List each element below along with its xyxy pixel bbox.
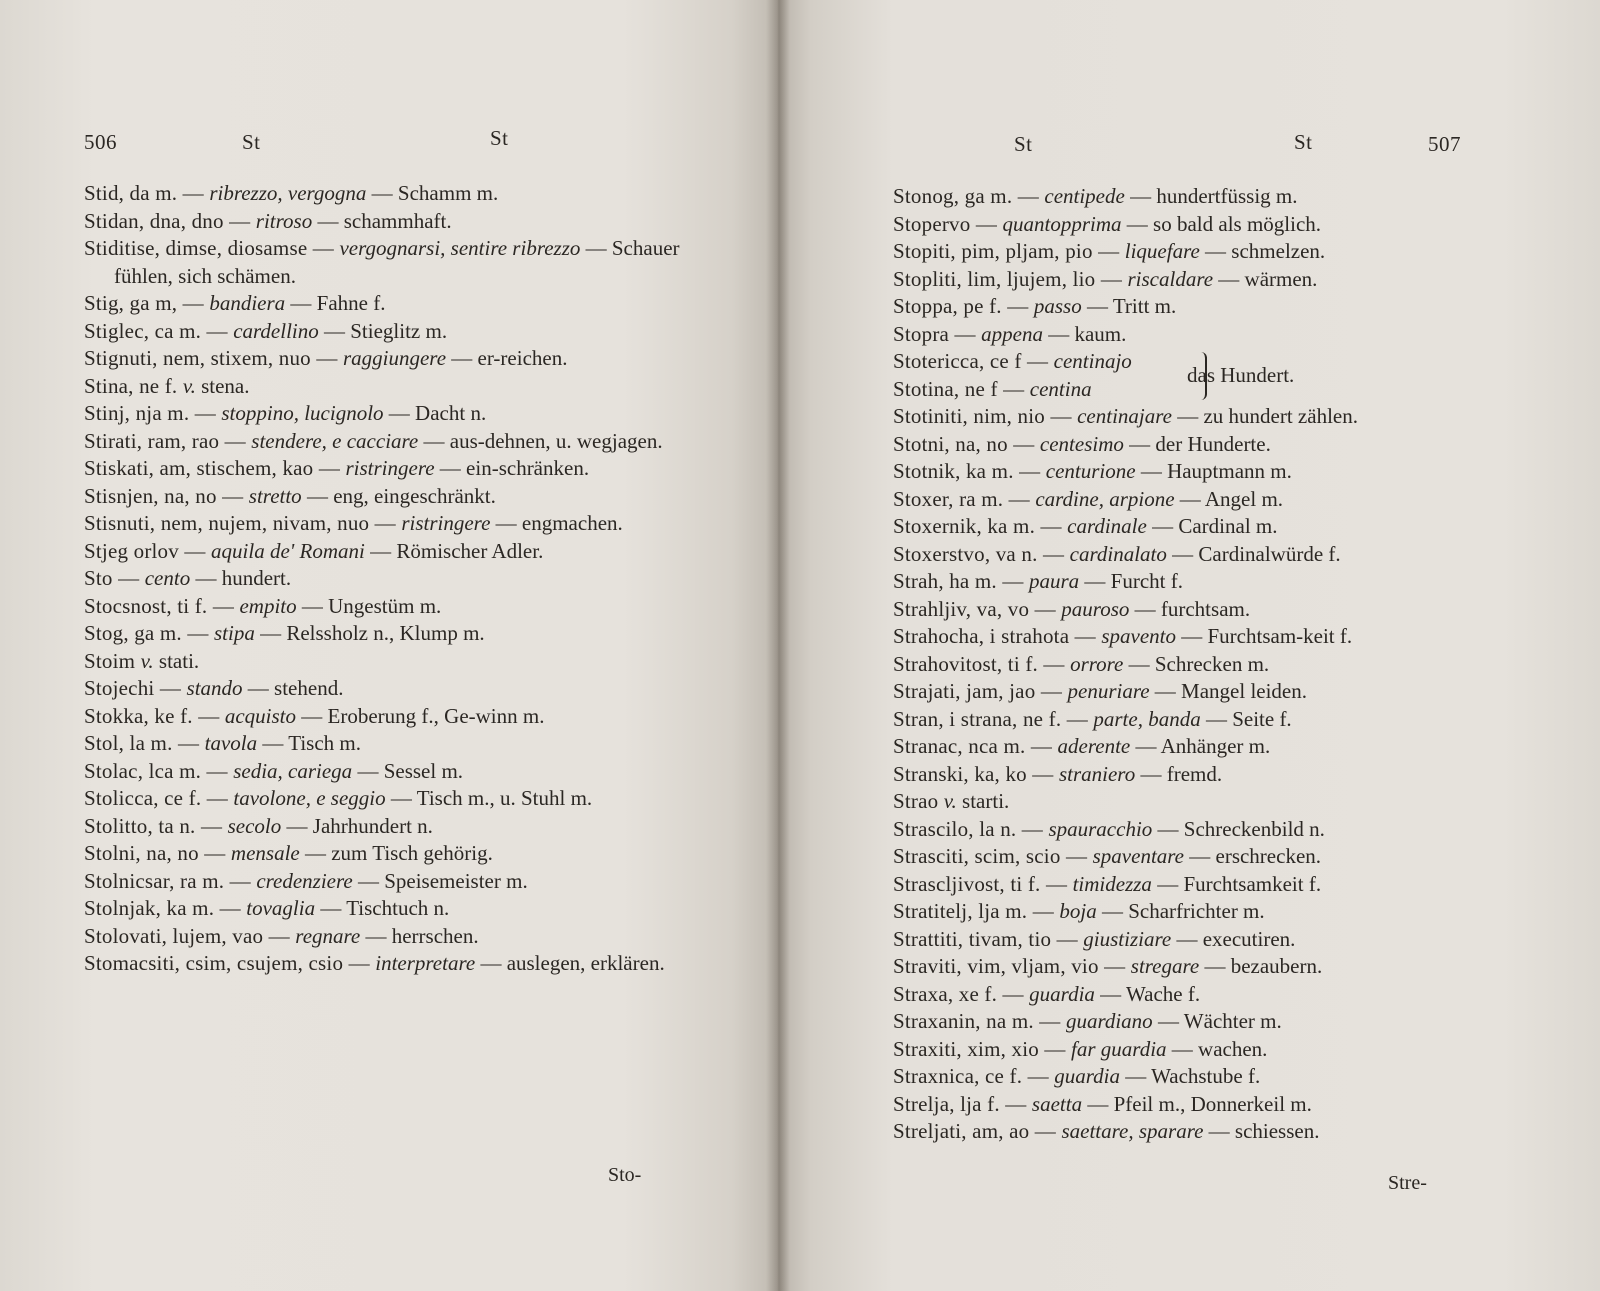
dictionary-entry xyxy=(84,345,684,373)
dictionary-entry xyxy=(893,458,1493,486)
dictionary-entry xyxy=(893,321,1493,349)
dictionary-entry xyxy=(893,266,1493,294)
dictionary-entry xyxy=(893,486,1493,514)
dictionary-entry xyxy=(84,675,684,703)
headword: Strattiti, tivam, tio — xyxy=(893,926,1084,951)
german-gloss: — bezaubern. xyxy=(1199,954,1323,978)
german-gloss: — Stieglitz m. xyxy=(318,318,448,343)
italian-gloss: paura xyxy=(1028,569,1080,593)
italian-gloss: regnare xyxy=(295,923,361,948)
german-gloss: — Schauer fühlen, sich schämen. xyxy=(114,236,680,288)
dictionary-entry xyxy=(893,541,1493,569)
german-gloss: — Schreckenbild n. xyxy=(1152,816,1325,841)
dictionary-entry xyxy=(84,428,684,456)
german-gloss: — Hauptmann m. xyxy=(1135,459,1292,483)
italian-gloss: far guardia xyxy=(1071,1036,1167,1061)
headword: Streljati, am, ao — xyxy=(893,1119,1062,1143)
headword: Stolnjak, ka m. — xyxy=(84,896,247,920)
german-gloss: — Tisch m. xyxy=(257,731,362,755)
italian-gloss: cento xyxy=(144,566,191,590)
german-gloss: — kaum. xyxy=(1042,321,1127,346)
dictionary-entry xyxy=(893,1118,1493,1146)
dictionary-entry xyxy=(893,871,1493,899)
right-page xyxy=(778,0,1600,1291)
italian-gloss: riscaldare xyxy=(1127,266,1214,291)
italian-gloss: pauroso xyxy=(1061,596,1130,621)
italian-gloss: saettare, sparare xyxy=(1061,1119,1204,1143)
headword: Straxa, xe f. — xyxy=(893,981,1030,1006)
dictionary-entry xyxy=(893,183,1493,211)
headword: Stratitelj, lja m. — xyxy=(893,899,1060,923)
headword: Strahljiv, va, vo — xyxy=(893,596,1062,621)
dictionary-entry xyxy=(893,926,1493,954)
headword: Stolac, lca m. — xyxy=(84,758,234,783)
headword: Stirati, ram, rao — xyxy=(84,428,252,453)
italian-gloss: credenziere xyxy=(256,868,353,893)
dictionary-entry xyxy=(893,788,1493,816)
dictionary-entry xyxy=(84,813,684,841)
dictionary-entry xyxy=(893,1008,1493,1036)
dictionary-entry xyxy=(84,950,684,978)
headword: Stojechi — xyxy=(84,676,187,700)
headword: Stog, ga m. — xyxy=(84,621,214,645)
dictionary-entry xyxy=(893,678,1493,706)
running-head-right: St xyxy=(490,126,509,150)
headword: Stid, da m. — xyxy=(84,181,210,205)
dictionary-entry xyxy=(893,651,1493,679)
braced-entry-group xyxy=(893,348,1493,403)
german-gloss: — auslegen, erklären. xyxy=(475,951,665,975)
dictionary-entry xyxy=(893,843,1493,871)
italian-gloss: ristringere xyxy=(345,456,435,480)
running-head-left: St xyxy=(242,130,261,154)
headword: Stolicca, ce f. — xyxy=(84,786,234,810)
dictionary-entry xyxy=(84,648,684,676)
italian-gloss: stendere, e cacciare xyxy=(251,428,419,453)
headword: Stoxer, ra m. — xyxy=(893,486,1036,511)
italian-gloss: empito xyxy=(239,593,297,618)
headword: Strelja, lja f. — xyxy=(893,1091,1032,1116)
dictionary-entry xyxy=(893,1063,1493,1091)
dictionary-entry xyxy=(84,510,684,538)
italian-gloss: aderente xyxy=(1057,734,1131,758)
dictionary-entry xyxy=(84,208,684,236)
dictionary-entry xyxy=(84,620,684,648)
headword: Strahovitost, ti f. — xyxy=(893,651,1071,676)
german-gloss: — Ungestüm m. xyxy=(296,593,442,618)
german-gloss: — hundert. xyxy=(190,566,292,590)
left-page xyxy=(0,0,778,1291)
dictionary-entry xyxy=(84,318,684,346)
german-gloss: — Tisch m., u. Stuhl m. xyxy=(385,786,593,810)
german-gloss: — Cardinalwürde f. xyxy=(1166,541,1341,566)
italian-gloss: spaventare xyxy=(1092,844,1184,868)
german-gloss: — herrschen. xyxy=(360,923,479,948)
dictionary-entry xyxy=(893,568,1493,596)
italian-gloss: v. xyxy=(140,648,154,673)
dictionary-entry xyxy=(84,923,684,951)
italian-gloss: ristringere xyxy=(401,511,491,535)
headword: Stopra — xyxy=(893,321,982,346)
italian-gloss: centipede xyxy=(1044,184,1125,208)
german-gloss: — Schamm m. xyxy=(366,181,499,205)
italian-gloss: acquisto xyxy=(224,703,297,728)
book-gutter xyxy=(766,0,790,1291)
german-gloss: — Mangel leiden. xyxy=(1149,679,1308,703)
italian-gloss: ritroso xyxy=(255,208,313,233)
running-head-right: St xyxy=(1294,130,1313,154)
italian-gloss: stregare xyxy=(1130,954,1200,978)
italian-gloss: cardinalato xyxy=(1069,541,1167,566)
german-gloss: — Furcht f. xyxy=(1079,569,1183,593)
italian-gloss: penuriare xyxy=(1067,679,1150,703)
headword: Strao xyxy=(893,789,944,813)
german-gloss: — engmachen. xyxy=(490,511,623,535)
german-gloss: — wärmen. xyxy=(1213,266,1318,291)
headword: Stisnuti, nem, nujem, nivam, nuo — xyxy=(84,511,402,535)
headword: Strascljivost, ti f. — xyxy=(893,871,1073,896)
headword: Strajati, jam, jao — xyxy=(893,679,1068,703)
italian-gloss: guardiano xyxy=(1065,1009,1153,1033)
italian-gloss: quantopprima xyxy=(1002,211,1122,236)
german-gloss: — Tritt m. xyxy=(1081,294,1177,318)
german-gloss: — so bald als möglich. xyxy=(1121,211,1322,236)
dictionary-entry xyxy=(84,373,684,401)
catchword: Sto- xyxy=(608,1164,642,1186)
headword: Stina, ne f. xyxy=(84,373,183,398)
headword: Straviti, vim, vljam, vio — xyxy=(893,954,1131,978)
headword: Stotni, na, no — xyxy=(893,431,1040,456)
dictionary-entry xyxy=(893,898,1493,926)
italian-gloss: bandiera xyxy=(209,291,286,315)
german-gloss: — eng, eingeschränkt. xyxy=(301,483,496,508)
headword: Stotiniti, nim, nio — xyxy=(893,404,1078,428)
running-head-left: St xyxy=(1014,132,1033,156)
dictionary-entry xyxy=(893,733,1493,761)
german-gloss: — er-reichen. xyxy=(446,346,568,370)
headword: Stolnicsar, ra m. — xyxy=(84,868,257,893)
headword: Stoxernik, ka m. — xyxy=(893,514,1068,538)
italian-gloss: orrore xyxy=(1070,651,1124,676)
headword: Stinj, nja m. — xyxy=(84,401,222,425)
italian-gloss: centurione xyxy=(1045,459,1136,483)
italian-gloss: stretto xyxy=(248,483,302,508)
german-gloss: das Hundert. xyxy=(1187,363,1295,387)
dictionary-entry xyxy=(84,180,684,208)
italian-gloss: sedia, cariega xyxy=(233,758,353,783)
german-gloss: — Furchtsam-keit f. xyxy=(1176,624,1353,648)
headword: Stolni, na, no — xyxy=(84,841,231,865)
dictionary-entry xyxy=(893,953,1493,981)
italian-gloss: saetta xyxy=(1031,1091,1083,1116)
headword: Stran, i strana, ne f. — xyxy=(893,706,1094,731)
headword: Stranac, nca m. — xyxy=(893,734,1058,758)
german-gloss: stena. xyxy=(195,373,250,398)
german-gloss: — Wachstube f. xyxy=(1119,1064,1261,1088)
italian-gloss: raggiungere xyxy=(342,346,447,370)
dictionary-entry xyxy=(84,593,684,621)
german-gloss: — Cardinal m. xyxy=(1146,514,1278,538)
german-gloss: — zum Tisch gehörig. xyxy=(299,841,493,865)
headword: Stocsnost, ti f. — xyxy=(84,593,240,618)
italian-gloss: straniero xyxy=(1058,761,1136,786)
page-number: 506 xyxy=(84,130,117,154)
headword: Stotericca, ce f — xyxy=(893,349,1054,373)
german-gloss: — ein-schränken. xyxy=(434,456,590,480)
italian-gloss: parte, banda xyxy=(1093,706,1201,731)
italian-gloss: giustiziare xyxy=(1083,926,1172,951)
headword: Strascilo, la n. — xyxy=(893,816,1049,841)
german-gloss: — Schrecken m. xyxy=(1123,651,1270,676)
italian-gloss: v. xyxy=(182,373,196,398)
headword: Stotnik, ka m. — xyxy=(893,459,1046,483)
german-gloss: — Seite f. xyxy=(1200,706,1292,731)
german-gloss: — aus-dehnen, u. wegjagen. xyxy=(418,428,663,453)
italian-gloss: tavola xyxy=(204,731,258,755)
german-gloss: — wachen. xyxy=(1166,1036,1268,1061)
german-gloss: — stehend. xyxy=(242,676,344,700)
italian-gloss: v. xyxy=(943,789,957,813)
german-gloss: stati. xyxy=(153,648,200,673)
italian-gloss: centina xyxy=(1029,376,1092,401)
german-gloss: — Anhänger m. xyxy=(1130,734,1271,758)
italian-gloss: centinajo xyxy=(1053,349,1132,373)
dictionary-entry xyxy=(84,868,684,896)
german-gloss: — executiren. xyxy=(1171,926,1296,951)
headword: Stidan, dna, dno — xyxy=(84,208,256,233)
headword: Strasciti, scim, scio — xyxy=(893,844,1093,868)
headword: Straxiti, xim, xio — xyxy=(893,1036,1072,1061)
german-gloss: — Römischer Adler. xyxy=(364,538,544,563)
headword: Stignuti, nem, stixem, nuo — xyxy=(84,346,343,370)
german-gloss: — Dacht n. xyxy=(383,401,487,425)
headword: Strah, ha m. — xyxy=(893,569,1029,593)
german-gloss: — Sessel m. xyxy=(352,758,464,783)
german-gloss: — Eroberung f., Ge-winn m. xyxy=(296,703,545,728)
headword: Stokka, ke f. — xyxy=(84,703,225,728)
german-gloss: — schmelzen. xyxy=(1199,239,1326,263)
dictionary-entry xyxy=(84,758,684,786)
german-gloss: — Tischtuch n. xyxy=(315,896,450,920)
dictionary-entry xyxy=(84,785,684,813)
german-gloss: — Speisemeister m. xyxy=(352,868,528,893)
headword: Stomacsiti, csim, csujem, csio — xyxy=(84,951,376,975)
dictionary-entry xyxy=(893,1036,1493,1064)
dictionary-entry xyxy=(893,403,1493,431)
dictionary-entry xyxy=(84,895,684,923)
headword: Stiglec, ca m. — xyxy=(84,318,234,343)
headword: Stig, ga m, — xyxy=(84,291,210,315)
headword: Stonog, ga m. — xyxy=(893,184,1045,208)
headword: Stolitto, ta n. — xyxy=(84,813,228,838)
dictionary-entry xyxy=(893,623,1493,651)
german-gloss: — Pfeil m., Donnerkeil m. xyxy=(1082,1091,1312,1116)
headword: Stopervo — xyxy=(893,211,1003,236)
headword: Straxnica, ce f. — xyxy=(893,1064,1055,1088)
dictionary-entry xyxy=(84,703,684,731)
german-gloss: — Furchtsamkeit f. xyxy=(1151,871,1322,896)
headword: Stopiti, pim, pljam, pio — xyxy=(893,239,1125,263)
headword: Stotina, ne f — xyxy=(893,376,1030,401)
headword: Stopliti, lim, ljujem, lio — xyxy=(893,266,1128,291)
dictionary-entry xyxy=(893,293,1493,321)
italian-gloss: cardellino xyxy=(233,318,319,343)
german-gloss: — Wache f. xyxy=(1094,981,1201,1006)
italian-gloss: liquefare xyxy=(1124,239,1200,263)
dictionary-entries xyxy=(84,180,684,978)
german-gloss: — schammhaft. xyxy=(312,208,452,233)
italian-gloss: appena xyxy=(981,321,1043,346)
german-gloss: — schiessen. xyxy=(1203,1119,1320,1143)
italian-gloss: centesimo xyxy=(1039,431,1124,456)
german-gloss: — Relssholz n., Klump m. xyxy=(254,621,485,645)
dictionary-entry xyxy=(893,816,1493,844)
italian-gloss: centinajare xyxy=(1077,404,1172,428)
dictionary-entry xyxy=(84,483,684,511)
dictionary-entry xyxy=(893,1091,1493,1119)
headword: Strahocha, i strahota — xyxy=(893,624,1102,648)
german-gloss: — Scharfrichter m. xyxy=(1096,899,1265,923)
dictionary-entry xyxy=(893,596,1493,624)
dictionary-entry xyxy=(84,730,684,758)
dictionary-entry xyxy=(84,455,684,483)
german-gloss: — hundertfüssig m. xyxy=(1124,184,1298,208)
dictionary-entry xyxy=(84,538,684,566)
italian-gloss: tovaglia xyxy=(246,896,316,920)
italian-gloss: aquila de' Romani xyxy=(211,538,365,563)
dictionary-entry xyxy=(893,513,1493,541)
italian-gloss: spauracchio xyxy=(1048,816,1153,841)
dictionary-entry xyxy=(84,565,684,593)
italian-gloss: secolo xyxy=(227,813,282,838)
italian-gloss: tavolone, e seggio xyxy=(233,786,386,810)
italian-gloss: stoppino, lucignolo xyxy=(221,401,384,425)
italian-gloss: passo xyxy=(1033,294,1082,318)
italian-gloss: interpretare xyxy=(375,951,476,975)
headword: Stjeg orlov — xyxy=(84,538,212,563)
italian-gloss: spavento xyxy=(1101,624,1176,648)
dictionary-entry xyxy=(893,431,1493,459)
dictionary-entry xyxy=(893,238,1493,266)
german-gloss: — erschrecken. xyxy=(1184,844,1322,868)
german-gloss: — der Hunderte. xyxy=(1123,431,1271,456)
italian-gloss: stando xyxy=(186,676,243,700)
headword: Stolovati, lujem, vao — xyxy=(84,923,296,948)
italian-gloss: mensale xyxy=(230,841,300,865)
headword: Stiskati, am, stischem, kao — xyxy=(84,456,346,480)
italian-gloss: boja xyxy=(1059,899,1097,923)
italian-gloss: timidezza xyxy=(1072,871,1152,896)
dictionary-entries xyxy=(893,183,1493,1146)
german-gloss: — Angel m. xyxy=(1174,486,1284,511)
italian-gloss: guardia xyxy=(1029,981,1095,1006)
italian-gloss: ribrezzo, vergogna xyxy=(209,181,367,205)
headword: Stoxerstvo, va n. — xyxy=(893,541,1070,566)
german-gloss: — fremd. xyxy=(1135,761,1223,786)
page-number: 507 xyxy=(1428,132,1461,156)
headword: Sto — xyxy=(84,566,145,590)
dictionary-entry xyxy=(84,400,684,428)
italian-gloss: cardine, arpione xyxy=(1035,486,1175,511)
headword: Stisnjen, na, no — xyxy=(84,483,249,508)
dictionary-entry xyxy=(893,211,1493,239)
dictionary-entry xyxy=(84,290,684,318)
german-gloss: — zu hundert zählen. xyxy=(1171,404,1358,428)
dictionary-entry xyxy=(893,706,1493,734)
italian-gloss: vergognarsi, sentire ribrezzo xyxy=(339,236,581,260)
german-gloss: starti. xyxy=(956,789,1010,813)
german-gloss: — furchtsam. xyxy=(1129,596,1251,621)
headword: Stiditise, dimse, diosamse — xyxy=(84,236,340,260)
german-gloss: — Wächter m. xyxy=(1152,1009,1282,1033)
german-gloss: — Fahne f. xyxy=(285,291,386,315)
dictionary-entry xyxy=(893,761,1493,789)
headword: Stranski, ka, ko — xyxy=(893,761,1059,786)
headword: Stoim xyxy=(84,648,141,673)
dictionary-entry xyxy=(893,981,1493,1009)
italian-gloss: guardia xyxy=(1054,1064,1120,1088)
headword: Stoppa, pe f. — xyxy=(893,294,1034,318)
headword: Straxanin, na m. — xyxy=(893,1009,1066,1033)
catchword: Stre- xyxy=(1388,1172,1427,1194)
italian-gloss: stipa xyxy=(213,621,255,645)
dictionary-entry xyxy=(84,840,684,868)
headword: Stol, la m. — xyxy=(84,731,205,755)
italian-gloss: cardinale xyxy=(1067,514,1147,538)
german-gloss: — Jahrhundert n. xyxy=(281,813,433,838)
dictionary-entry xyxy=(84,235,684,290)
